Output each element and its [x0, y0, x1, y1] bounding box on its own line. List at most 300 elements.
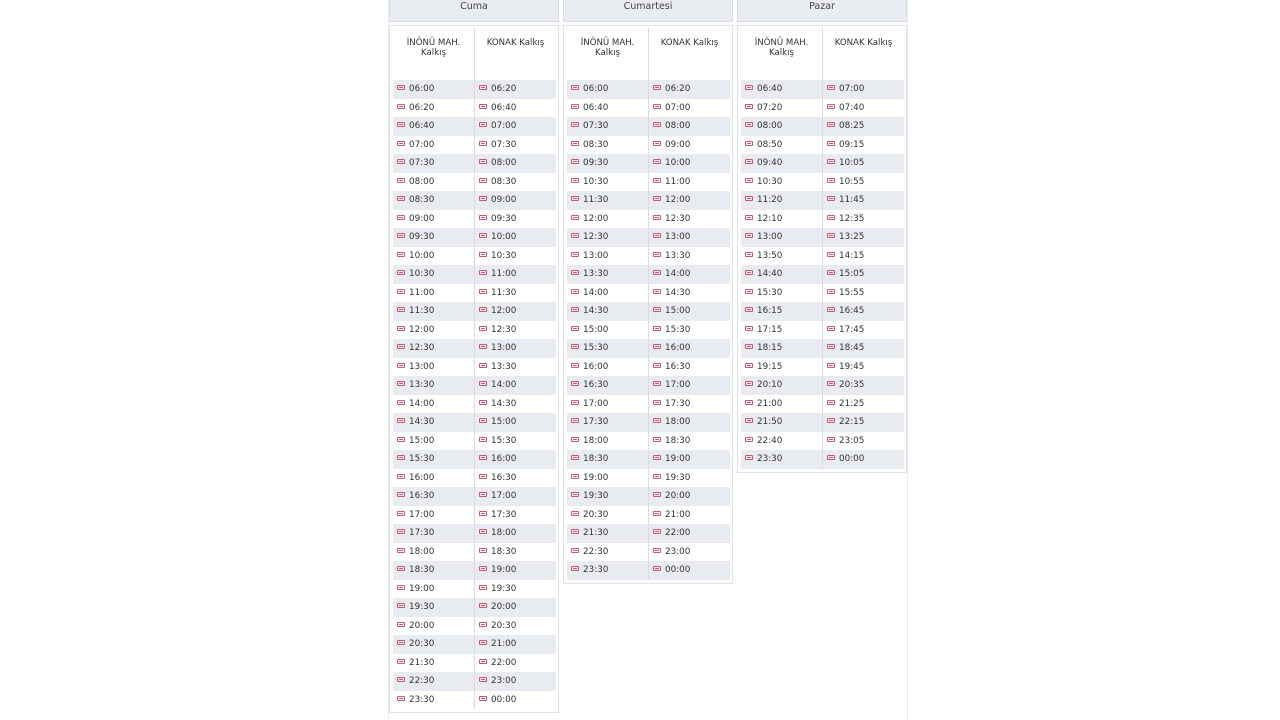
departure-konak-cell	[649, 80, 731, 99]
bus-icon	[397, 326, 405, 331]
bus-icon	[653, 141, 661, 146]
departure-time: 10:30	[409, 269, 435, 280]
bus-icon	[479, 529, 487, 534]
bus-icon	[397, 178, 405, 183]
departure-time: 13:30	[409, 380, 435, 391]
departure-time: 08:00	[409, 176, 435, 187]
departure-konak-cell	[475, 117, 557, 136]
departure-time: 10:55	[839, 176, 865, 187]
departure-inonu-cell	[741, 339, 823, 358]
departure-inonu-cell	[741, 450, 823, 469]
departure-time: 20:35	[839, 380, 865, 391]
departure-inonu-cell	[567, 487, 649, 506]
departure-time: 13:00	[665, 232, 691, 243]
day-column-cuma	[389, 0, 559, 713]
bus-icon	[653, 326, 661, 331]
timetable-row	[741, 99, 904, 118]
timetable-row	[567, 413, 730, 432]
bus-icon	[397, 455, 405, 460]
departure-inonu-cell	[567, 543, 649, 562]
bus-icon	[571, 85, 579, 90]
timetable-row	[567, 117, 730, 136]
timetable-row	[393, 413, 556, 432]
bus-icon	[827, 85, 835, 90]
bus-icon	[397, 696, 405, 701]
departure-inonu-cell	[741, 117, 823, 136]
departure-time: 08:30	[409, 195, 435, 206]
departure-inonu-cell	[567, 395, 649, 414]
departure-konak-cell	[475, 284, 557, 303]
timetable-row	[567, 506, 730, 525]
departure-time: 07:40	[839, 102, 865, 113]
bus-icon	[827, 289, 835, 294]
departure-time: 12:00	[491, 306, 517, 317]
departure-konak-cell	[475, 376, 557, 395]
bus-icon	[397, 122, 405, 127]
departure-konak-cell	[649, 136, 731, 155]
timetable-row	[393, 376, 556, 395]
departure-inonu-cell	[567, 284, 649, 303]
departure-time: 14:30	[491, 398, 517, 409]
timetable-row	[741, 228, 904, 247]
departure-time: 06:40	[583, 102, 609, 113]
departure-konak-cell	[649, 524, 731, 543]
departure-time: 11:20	[757, 195, 783, 206]
departure-time: 08:50	[757, 139, 783, 150]
bus-icon	[745, 122, 753, 127]
departure-inonu-cell	[741, 80, 823, 99]
departure-konak-cell	[475, 524, 557, 543]
timetable-row	[741, 80, 904, 99]
departure-inonu-cell	[393, 524, 475, 543]
departure-time: 07:00	[409, 139, 435, 150]
departure-time: 12:30	[491, 324, 517, 335]
departure-inonu-cell	[567, 136, 649, 155]
bus-icon	[745, 418, 753, 423]
departure-time: 09:40	[757, 158, 783, 169]
departure-inonu-cell	[567, 191, 649, 210]
timetable-body	[741, 80, 904, 469]
departure-time: 09:00	[665, 139, 691, 150]
timetable-row	[567, 524, 730, 543]
timetable-row	[393, 228, 556, 247]
bus-icon	[397, 585, 405, 590]
timetable-body	[567, 80, 730, 580]
departure-time: 20:00	[491, 602, 517, 613]
departure-time: 10:30	[583, 176, 609, 187]
bus-icon	[827, 178, 835, 183]
timetable-row	[741, 284, 904, 303]
timetable-row	[741, 450, 904, 469]
departure-time: 20:10	[757, 380, 783, 391]
departure-konak-cell	[475, 598, 557, 617]
departure-konak-cell	[475, 487, 557, 506]
departure-time: 19:00	[409, 583, 435, 594]
departure-time: 16:00	[665, 343, 691, 354]
bus-icon	[397, 418, 405, 423]
bus-icon	[479, 252, 487, 257]
departure-time: 23:30	[409, 694, 435, 705]
timetable-row	[393, 543, 556, 562]
departure-inonu-cell	[393, 432, 475, 451]
departure-time: 15:30	[409, 454, 435, 465]
bus-icon	[827, 326, 835, 331]
departure-konak-cell	[475, 228, 557, 247]
departure-time: 15:00	[665, 306, 691, 317]
departure-inonu-cell	[741, 302, 823, 321]
column-header-inonu: İNÖNÜ MAH. Kalkış	[741, 28, 823, 80]
departure-time: 23:00	[491, 676, 517, 687]
departure-time: 23:00	[665, 546, 691, 557]
departure-konak-cell	[475, 432, 557, 451]
departure-inonu-cell	[393, 117, 475, 136]
departure-time: 17:00	[409, 509, 435, 520]
timetable-box	[737, 25, 907, 473]
timetable-row	[567, 339, 730, 358]
departure-inonu-cell	[567, 450, 649, 469]
bus-icon	[745, 455, 753, 460]
departure-time: 12:30	[665, 213, 691, 224]
departure-time: 16:00	[491, 454, 517, 465]
departure-inonu-cell	[567, 358, 649, 377]
bus-icon	[653, 307, 661, 312]
departure-time: 17:30	[583, 417, 609, 428]
departure-konak-cell	[649, 339, 731, 358]
timetable-row	[393, 432, 556, 451]
timetable-row	[567, 284, 730, 303]
departure-time: 11:00	[491, 269, 517, 280]
departure-time: 13:00	[409, 361, 435, 372]
departure-inonu-cell	[741, 284, 823, 303]
timetable-row	[567, 432, 730, 451]
bus-icon	[479, 696, 487, 701]
bus-icon	[653, 566, 661, 571]
departure-time: 21:00	[665, 509, 691, 520]
bus-icon	[397, 548, 405, 553]
departure-time: 23:30	[757, 454, 783, 465]
bus-icon	[827, 455, 835, 460]
departure-konak-cell	[649, 265, 731, 284]
departure-inonu-cell	[741, 173, 823, 192]
bus-icon	[479, 418, 487, 423]
departure-inonu-cell	[393, 580, 475, 599]
departure-time: 22:00	[491, 657, 517, 668]
departure-inonu-cell	[741, 247, 823, 266]
bus-icon	[571, 270, 579, 275]
departure-time: 09:00	[491, 195, 517, 206]
bus-icon	[653, 529, 661, 534]
departure-time: 21:30	[409, 657, 435, 668]
departure-time: 16:00	[409, 472, 435, 483]
bus-icon	[827, 363, 835, 368]
bus-icon	[397, 363, 405, 368]
departure-inonu-cell	[741, 210, 823, 229]
bus-icon	[479, 548, 487, 553]
timetable-row	[741, 191, 904, 210]
departure-inonu-cell	[393, 672, 475, 691]
departure-time: 07:00	[665, 102, 691, 113]
departure-time: 14:15	[839, 250, 865, 261]
bus-icon	[479, 400, 487, 405]
bus-icon	[653, 178, 661, 183]
bus-icon	[571, 363, 579, 368]
bus-icon	[397, 566, 405, 571]
departure-inonu-cell	[567, 265, 649, 284]
bus-icon	[745, 289, 753, 294]
departure-konak-cell	[475, 413, 557, 432]
timetable-row	[741, 339, 904, 358]
departure-time: 13:25	[839, 232, 865, 243]
departure-inonu-cell	[393, 450, 475, 469]
departure-inonu-cell	[393, 469, 475, 488]
departure-konak-cell	[649, 173, 731, 192]
departure-inonu-cell	[393, 210, 475, 229]
departure-konak-cell	[475, 321, 557, 340]
timetable-row	[567, 265, 730, 284]
departure-time: 21:25	[839, 398, 865, 409]
departure-time: 06:00	[409, 84, 435, 95]
departure-inonu-cell	[393, 99, 475, 118]
timetable-row	[393, 580, 556, 599]
departure-konak-cell	[649, 358, 731, 377]
departure-konak-cell	[823, 99, 905, 118]
bus-icon	[479, 196, 487, 201]
departure-konak-cell	[475, 210, 557, 229]
bus-icon	[827, 252, 835, 257]
day-header: Cuma	[389, 0, 559, 22]
departure-time: 17:45	[839, 324, 865, 335]
bus-icon	[479, 159, 487, 164]
bus-icon	[653, 104, 661, 109]
bus-icon	[397, 603, 405, 608]
bus-icon	[571, 474, 579, 479]
departure-konak-cell	[823, 358, 905, 377]
timetable-row	[393, 191, 556, 210]
timetable-row	[741, 395, 904, 414]
departure-konak-cell	[475, 99, 557, 118]
departure-inonu-cell	[567, 506, 649, 525]
bus-icon	[653, 252, 661, 257]
departure-konak-cell	[475, 80, 557, 99]
departure-inonu-cell	[393, 617, 475, 636]
bus-icon	[745, 307, 753, 312]
timetable-row	[393, 487, 556, 506]
departure-konak-cell	[649, 154, 731, 173]
bus-icon	[397, 196, 405, 201]
bus-icon	[571, 252, 579, 257]
bus-icon	[827, 159, 835, 164]
departure-inonu-cell	[567, 339, 649, 358]
timetable-row	[393, 154, 556, 173]
timetable-row	[393, 265, 556, 284]
departure-konak-cell	[823, 376, 905, 395]
departure-konak-cell	[823, 395, 905, 414]
timetable-row	[741, 321, 904, 340]
bus-icon	[827, 418, 835, 423]
departure-time: 06:40	[757, 84, 783, 95]
departure-time: 20:00	[409, 620, 435, 631]
departure-konak-cell	[475, 635, 557, 654]
departure-time: 08:00	[491, 158, 517, 169]
timetable-row	[567, 358, 730, 377]
departure-konak-cell	[475, 654, 557, 673]
timetable-row	[567, 487, 730, 506]
departure-inonu-cell	[393, 265, 475, 284]
departure-inonu-cell	[567, 228, 649, 247]
bus-icon	[397, 215, 405, 220]
bus-icon	[653, 437, 661, 442]
bus-icon	[479, 677, 487, 682]
departure-konak-cell	[823, 247, 905, 266]
departure-konak-cell	[475, 358, 557, 377]
bus-icon	[571, 548, 579, 553]
departure-time: 19:30	[409, 602, 435, 613]
bus-icon	[479, 307, 487, 312]
bus-icon	[479, 659, 487, 664]
departure-time: 19:00	[583, 472, 609, 483]
departure-konak-cell	[823, 228, 905, 247]
departure-time: 16:30	[409, 491, 435, 502]
departure-konak-cell	[823, 413, 905, 432]
bus-icon	[479, 437, 487, 442]
departure-time: 16:45	[839, 306, 865, 317]
timetable-box	[563, 25, 733, 584]
departure-konak-cell	[649, 450, 731, 469]
departure-konak-cell	[649, 210, 731, 229]
bus-icon	[397, 640, 405, 645]
timetable-row	[393, 80, 556, 99]
departure-konak-cell	[475, 136, 557, 155]
bus-icon	[571, 566, 579, 571]
bus-icon	[571, 215, 579, 220]
departure-konak-cell	[649, 395, 731, 414]
bus-icon	[571, 455, 579, 460]
bus-icon	[827, 307, 835, 312]
bus-icon	[653, 289, 661, 294]
departure-time: 16:30	[665, 361, 691, 372]
departure-time: 11:30	[491, 287, 517, 298]
departure-time: 08:30	[491, 176, 517, 187]
departure-inonu-cell	[393, 487, 475, 506]
bus-icon	[745, 252, 753, 257]
timetable-row	[567, 469, 730, 488]
departure-time: 15:30	[491, 435, 517, 446]
departure-time: 15:00	[409, 435, 435, 446]
departure-inonu-cell	[393, 228, 475, 247]
departure-konak-cell	[475, 561, 557, 580]
departure-konak-cell	[649, 506, 731, 525]
departure-time: 19:15	[757, 361, 783, 372]
bus-icon	[397, 492, 405, 497]
departure-inonu-cell	[567, 432, 649, 451]
bus-icon	[571, 178, 579, 183]
departure-time: 15:55	[839, 287, 865, 298]
departure-konak-cell	[823, 173, 905, 192]
departure-inonu-cell	[393, 691, 475, 710]
bus-icon	[479, 474, 487, 479]
timetable-row	[567, 80, 730, 99]
bus-icon	[479, 344, 487, 349]
departure-time: 20:30	[583, 509, 609, 520]
departure-konak-cell	[475, 302, 557, 321]
timetable-row	[567, 191, 730, 210]
departure-time: 12:00	[665, 195, 691, 206]
departure-inonu-cell	[393, 635, 475, 654]
bus-icon	[827, 233, 835, 238]
departure-time: 10:00	[665, 158, 691, 169]
departure-konak-cell	[649, 247, 731, 266]
departure-time: 11:30	[409, 306, 435, 317]
departure-time: 22:00	[665, 528, 691, 539]
bus-icon	[745, 233, 753, 238]
departure-konak-cell	[475, 691, 557, 710]
departure-konak-cell	[649, 302, 731, 321]
departure-konak-cell	[823, 321, 905, 340]
departure-time: 06:00	[583, 84, 609, 95]
departure-time: 00:00	[839, 454, 865, 465]
timetable-row	[567, 543, 730, 562]
bus-icon	[653, 196, 661, 201]
departure-time: 10:05	[839, 158, 865, 169]
departure-time: 14:40	[757, 269, 783, 280]
timetable-row	[567, 302, 730, 321]
departure-time: 06:20	[491, 84, 517, 95]
bus-icon	[397, 252, 405, 257]
bus-icon	[479, 455, 487, 460]
departure-time: 17:30	[491, 509, 517, 520]
timetable-row	[567, 173, 730, 192]
departure-inonu-cell	[567, 247, 649, 266]
departure-time: 13:00	[491, 343, 517, 354]
departure-inonu-cell	[393, 654, 475, 673]
bus-icon	[479, 85, 487, 90]
departure-konak-cell	[649, 117, 731, 136]
bus-icon	[653, 363, 661, 368]
departure-konak-cell	[649, 432, 731, 451]
departure-time: 19:00	[665, 454, 691, 465]
departure-time: 06:20	[665, 84, 691, 95]
departure-time: 06:40	[491, 102, 517, 113]
bus-icon	[827, 141, 835, 146]
departure-inonu-cell	[741, 358, 823, 377]
bus-icon	[745, 344, 753, 349]
bus-icon	[653, 548, 661, 553]
departure-time: 21:00	[757, 398, 783, 409]
departure-konak-cell	[823, 136, 905, 155]
departure-inonu-cell	[393, 395, 475, 414]
bus-icon	[653, 270, 661, 275]
bus-icon	[653, 455, 661, 460]
departure-time: 09:00	[409, 213, 435, 224]
timetable-row	[741, 136, 904, 155]
departure-time: 14:30	[409, 417, 435, 428]
column-header-konak: KONAK Kalkış	[660, 38, 719, 48]
departure-konak-cell	[823, 265, 905, 284]
bus-icon	[653, 85, 661, 90]
departure-time: 16:30	[491, 472, 517, 483]
bus-icon	[653, 344, 661, 349]
timetable-row	[393, 136, 556, 155]
bus-icon	[479, 492, 487, 497]
bus-icon	[397, 400, 405, 405]
departure-konak-cell	[649, 99, 731, 118]
departure-inonu-cell	[741, 413, 823, 432]
bus-icon	[397, 289, 405, 294]
departure-konak-cell	[475, 395, 557, 414]
departure-time: 17:00	[491, 491, 517, 502]
bus-icon	[571, 104, 579, 109]
bus-icon	[479, 326, 487, 331]
